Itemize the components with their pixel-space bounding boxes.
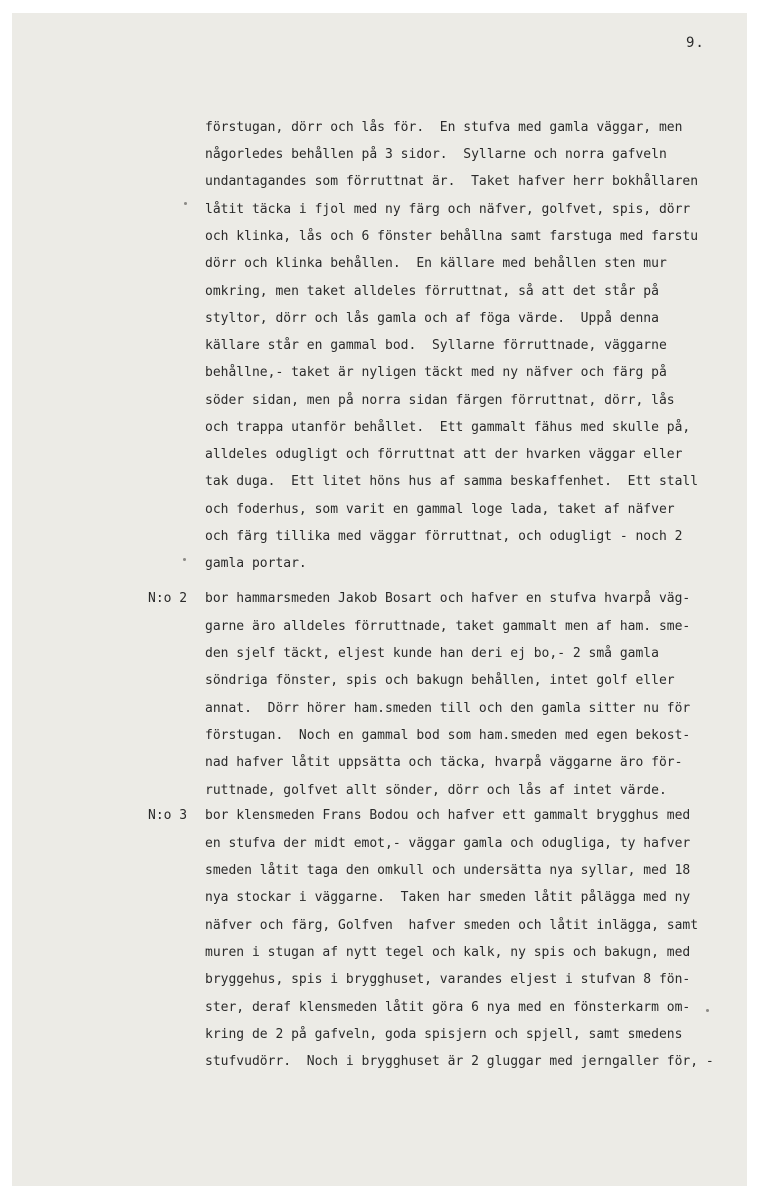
text-line: bor klensmeden Frans Bodou och hafver ett gammalt brygghus med <box>205 808 691 823</box>
text-line: undantagandes som förruttnat är. Taket hafver herr bokhållaren <box>205 174 699 189</box>
text-line: bryggehus, spis i brygghuset, varandes eljest i stufvan 8 fön- <box>205 972 691 987</box>
text-line: och foderhus, som varit en gammal loge lada, taket af näfver <box>205 502 675 517</box>
text-line: ster, deraf klensmeden låtit göra 6 nya med en fönsterkarm om- <box>205 1000 691 1015</box>
text-line: dörr och klinka behållen. En källare med behållen sten mur <box>205 256 667 271</box>
text-line: förstugan, dörr och lås för. En stufva med gamla väggar, men <box>205 120 683 135</box>
document-page <box>12 13 747 1186</box>
text-line: en stufva der midt emot,- väggar gamla och odugliga, ty hafver <box>205 836 691 851</box>
text-line: tak duga. Ett litet höns hus af samma beskaffenhet. Ett stall <box>205 474 699 489</box>
text-line: smeden låtit taga den omkull och undersätta nya syllar, med 18 <box>205 863 691 878</box>
text-line: förstugan. Noch en gammal bod som ham.smeden med egen bekost- <box>205 728 691 743</box>
text-line: styltor, dörr och lås gamla och af föga värde. Uppå denna <box>205 311 659 326</box>
text-line: stufvudörr. Noch i brygghuset är 2 gluggar med jerngaller för, - <box>205 1054 714 1069</box>
text-line: och färg tillika med väggar förruttnat, och odugligt - noch 2 <box>205 529 683 544</box>
paper-speck <box>183 558 186 561</box>
text-line: omkring, men taket alldeles förruttnat, så att det står på <box>205 284 659 299</box>
text-line: nya stockar i väggarne. Taken har smeden låtit pålägga med ny <box>205 890 691 905</box>
text-line: söder sidan, men på norra sidan färgen förruttnat, dörr, lås <box>205 393 675 408</box>
text-line: källare står en gammal bod. Syllarne förruttnade, väggarne <box>205 338 667 353</box>
text-line: muren i stugan af nytt tegel och kalk, ny spis och bakugn, med <box>205 945 691 960</box>
paper-speck <box>706 1009 709 1012</box>
page-number: 9. <box>686 35 705 51</box>
text-line: garne äro alldeles förruttnade, taket gammalt men af ham. sme- <box>205 619 691 634</box>
text-line: den sjelf täckt, eljest kunde han deri ej bo,- 2 små gamla <box>205 646 659 661</box>
text-line: alldeles odugligt och förruttnat att der hvarken väggar eller <box>205 447 683 462</box>
text-line: någorledes behållen på 3 sidor. Syllarne och norra gafveln <box>205 147 667 162</box>
text-line: söndriga fönster, spis och bakugn behållen, intet golf eller <box>205 673 675 688</box>
text-line: behållne,- taket är nyligen täckt med ny näfver och färg på <box>205 365 667 380</box>
entry-marker-n3: N:o 3 <box>148 808 188 823</box>
text-line: nad hafver låtit uppsätta och täcka, hvarpå väggarne äro för- <box>205 755 683 770</box>
entry-marker-n2: N:o 2 <box>148 591 188 606</box>
paper-speck <box>184 202 187 205</box>
text-line: gamla portar. <box>205 556 307 571</box>
text-line: annat. Dörr hörer ham.smeden till och den gamla sitter nu för <box>205 701 691 716</box>
text-line: låtit täcka i fjol med ny färg och näfver, golfvet, spis, dörr <box>205 202 691 217</box>
text-line: och trappa utanför behållet. Ett gammalt fähus med skulle på, <box>205 420 691 435</box>
text-line: bor hammarsmeden Jakob Bosart och hafver en stufva hvarpå väg- <box>205 591 691 606</box>
text-line: och klinka, lås och 6 fönster behållna samt farstuga med farstu <box>205 229 699 244</box>
text-line: kring de 2 på gafveln, goda spisjern och spjell, samt smedens <box>205 1027 683 1042</box>
text-line: näfver och färg, Golfven hafver smeden och låtit inlägga, samt <box>205 918 699 933</box>
text-line: ruttnade, golfvet allt sönder, dörr och lås af intet värde. <box>205 783 667 798</box>
